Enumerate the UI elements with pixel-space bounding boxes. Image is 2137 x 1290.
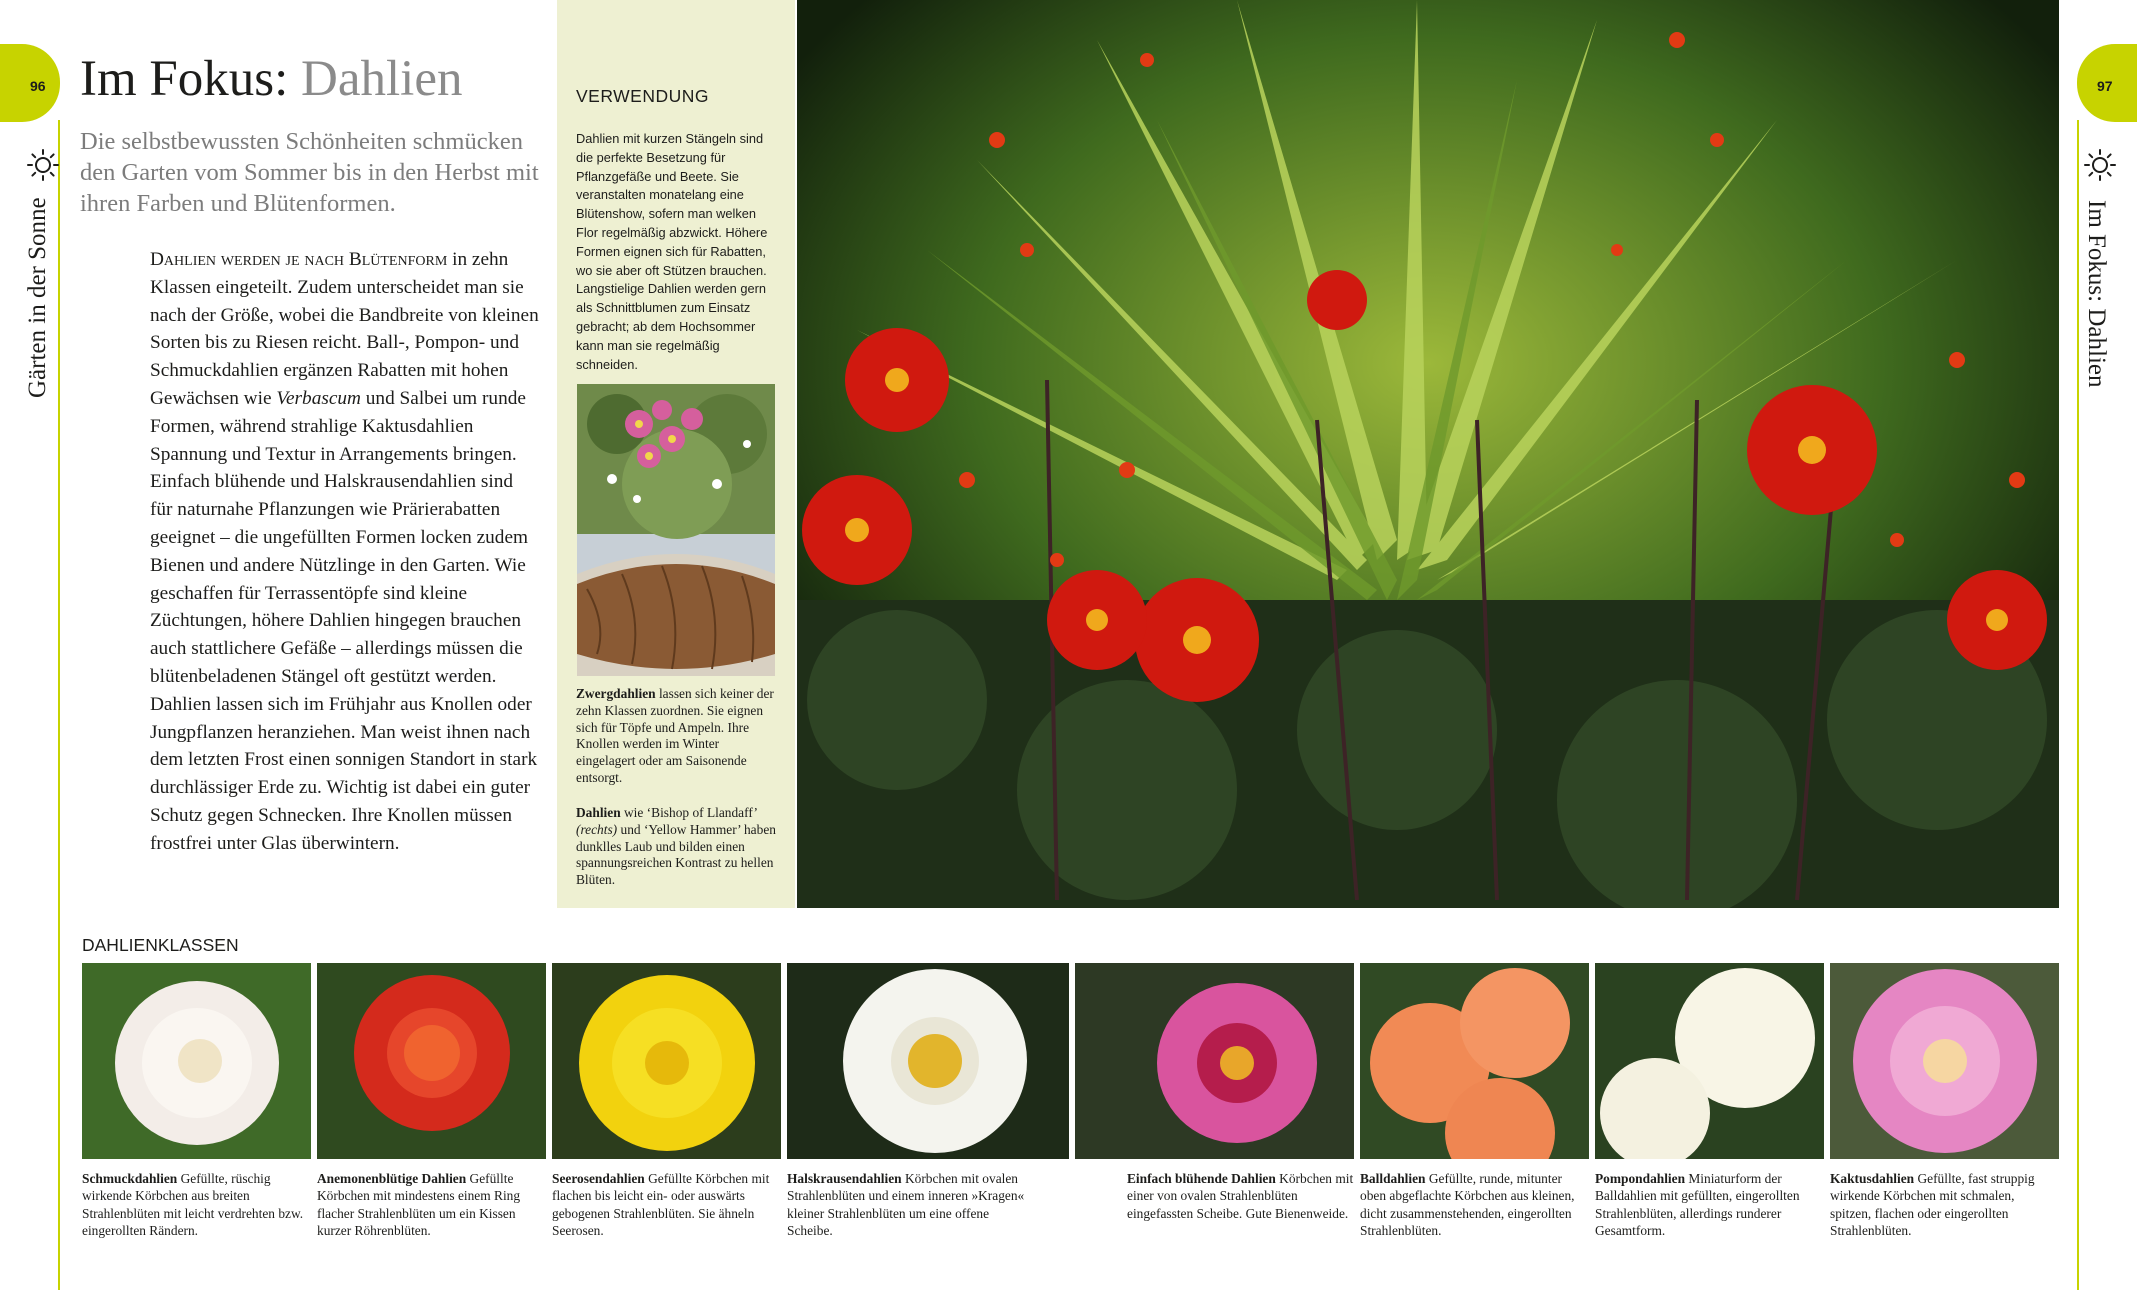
body-part1: in zehn Klassen eingeteilt. Zudem unterscheidet man sie nach der Größe, wobei die Bandbreite von kleinen Sorten bis zu Riesen reicht. Ball-, Pompon- und Schmuckdahlien ergänzen Rabatten mit hohen Gewächsen wie: [150, 249, 539, 409]
body-italic: Verbascum: [276, 387, 361, 409]
body-part2: und Salbei um runde Formen, während strahlige Kaktusdahlien Spannung und Textur in Arrangements bringen. Einfach blühende und Halskrausendahlien sind für naturnahe Pflanzungen wie Prärierabatten geeignet – die ungefüllten Formen locken zudem Bienen und andere Nützlinge in den Garten. Wie geschaffen für Terrassentöpfe sind kleine Züchtungen, höhere Dahlien hingegen brauchen auch stattlichere Gefäße – allerdings müssen die blütenbeladenen Stängel oft gestützt werden. Dahlien lassen sich im Frühjahr aus Knollen oder Jungpflanzen heranziehen. Man weist ihnen nach dem letzten Frost einen sonnigen Standort in stark durchlässiger Erde zu. Wichtig ist dabei ein guter Schutz gegen Schnecken. Ihre Knollen müssen frostfrei unter Glas überwintern.: [150, 387, 538, 854]
dwarf-dahlia-basket-photo: [577, 384, 775, 676]
class-name: Balldahlien: [1360, 1171, 1426, 1186]
intro-text: Die selbstbewussten Schönheiten schmücken den Garten vom Sommer bis in den Herbst mit ihren Farben und Blütenformen.: [80, 128, 539, 217]
body-text: [150, 246, 540, 858]
title-subject: Dahlien: [301, 51, 463, 107]
page-number-tab-left: [0, 44, 60, 122]
caption-halskrausendahlien: [787, 1170, 1027, 1239]
caption-pompondahlien: [1595, 1170, 1824, 1239]
caption-dwarf-dahlias: [576, 686, 778, 787]
caption-schmuckdahlien: [82, 1170, 311, 1239]
page-edge-line-right: [2077, 120, 2079, 1290]
section-title-left: Gärten in der Sonne: [24, 197, 51, 398]
page-edge-line-left: [58, 120, 60, 1290]
class-name: Schmuckdahlien: [82, 1171, 178, 1186]
class-text: Gefüllte, rüschig wirkende Körbchen aus breiten Strahlenblüten mit leicht verdrehten bzw. eingerollten Rändern.: [82, 1171, 304, 1238]
dahlia-classes-heading: DAHLIENKLASSEN: [82, 935, 239, 955]
caption-anemonenbluetige-dahlien: [317, 1170, 546, 1239]
photo-einfach-bluehende-dahlie: [1075, 963, 1354, 1159]
photo-balldahlie: [1360, 963, 1589, 1159]
sun-icon: [2083, 148, 2117, 182]
caption-balldahlien: [1360, 1170, 1589, 1239]
sidebar-heading: VERWENDUNG: [576, 86, 710, 106]
photo-pompondahlie: [1595, 963, 1824, 1159]
body-lead: Dahlien werden je nach Blütenform: [150, 249, 448, 270]
sidebar-text: Dahlien mit kurzen Stängeln sind die perfekte Besetzung für Pflanzgefäße und Beete. Sie veranstalten monatelang eine Blütenshow, sofern man welken Flor regelmäßig abzwickt. Höhere Formen eignen sich für Rabatten, wo sie aber oft Stützen brauchen. Langstielige Dahlien werden gern als Schnittblumen zum Einsatz gebracht; ab dem Hochsommer kann man sie regelmäßig schneiden.: [576, 131, 768, 372]
class-text: Gefüllte Körbchen mit flachen bis leicht ein- oder auswärts gebogenen Strahlenblüten. Sie ähneln Seerosen.: [552, 1171, 770, 1238]
photo-anemonenbluetige-dahlie: [317, 963, 546, 1159]
class-text: Gefüllte, runde, mitunter oben abgeflachte Körbchen aus kleinen, dicht zusammenstehenden, eingerollten Strahlenblüten.: [1360, 1171, 1575, 1238]
class-text: Miniaturform der Balldahlien mit gefüllten, eingerollten Strahlenblüten, allerdings runderer Gesamtform.: [1595, 1171, 1800, 1238]
caption2-text-a: wie ‘Bishop of Llandaff’: [620, 805, 758, 820]
class-text: Körbchen mit einer von ovalen Strahlenblüten eingefassten Scheibe. Gute Bienenweide.: [1127, 1171, 1354, 1221]
sun-icon: [26, 148, 60, 182]
class-text: Körbchen mit ovalen Strahlenblüten und einem inneren »Kragen« kleiner Strahlenblüten um eine offene Scheibe.: [787, 1171, 1025, 1238]
class-name: Halskrausendahlien: [787, 1171, 902, 1186]
class-name: Pompondahlien: [1595, 1171, 1686, 1186]
page-number-left: 96: [30, 78, 46, 94]
class-text: Gefüllte Körbchen mit mindestens einem Ring flacher Strahlenblüten um ein Kissen kurzer Röhrenblüten.: [317, 1171, 521, 1238]
photo-seerosendahlie: [552, 963, 781, 1159]
class-name: Anemonenblütige Dahlien: [317, 1171, 467, 1186]
caption-kaktusdahlien: [1830, 1170, 2059, 1239]
caption-dark-foliage-dahlias: [576, 805, 778, 889]
section-title-right: Im Fokus: Dahlien: [2083, 200, 2110, 388]
class-name: Kaktusdahlien: [1830, 1171, 1915, 1186]
page-title: [80, 50, 463, 108]
photo-schmuckdahlie: [82, 963, 311, 1159]
class-name: Seerosendahlien: [552, 1171, 645, 1186]
caption2-bold: Dahlien: [576, 805, 621, 820]
main-dahlia-border-photo: [797, 0, 2059, 908]
class-name: Einfach blühende Dahlien: [1127, 1171, 1276, 1186]
caption-seerosendahlien: [552, 1170, 781, 1239]
page-number-tab-right: [2077, 44, 2137, 122]
caption1-text: lassen sich keiner der zehn Klassen zuordnen. Sie eignen sich für Töpfe und Ampeln. Ihre Knollen werden im Winter eingelagert oder am Saisonende entsorgt.: [576, 686, 774, 785]
photo-kaktusdahlie: [1830, 963, 2059, 1159]
page-number-right: 97: [2097, 78, 2113, 94]
photo-halskrausendahlie: [787, 963, 1069, 1159]
caption2-text-b: und ‘Yellow Hammer’ haben dunklles Laub und bilden einen spannungsreichen Kontrast zu hellen Blüten.: [576, 821, 776, 888]
title-prefix: Im Fokus:: [80, 51, 289, 107]
class-text: Gefüllte, fast struppig wirkende Körbchen mit schmalen, spitzen, flachen oder eingerollten Strahlenblüten.: [1830, 1171, 2035, 1238]
caption2-italic: (rechts): [576, 821, 618, 837]
caption-einfach-bluehende-dahlien: [1127, 1170, 1354, 1222]
caption1-bold: Zwergdahlien: [576, 686, 656, 701]
